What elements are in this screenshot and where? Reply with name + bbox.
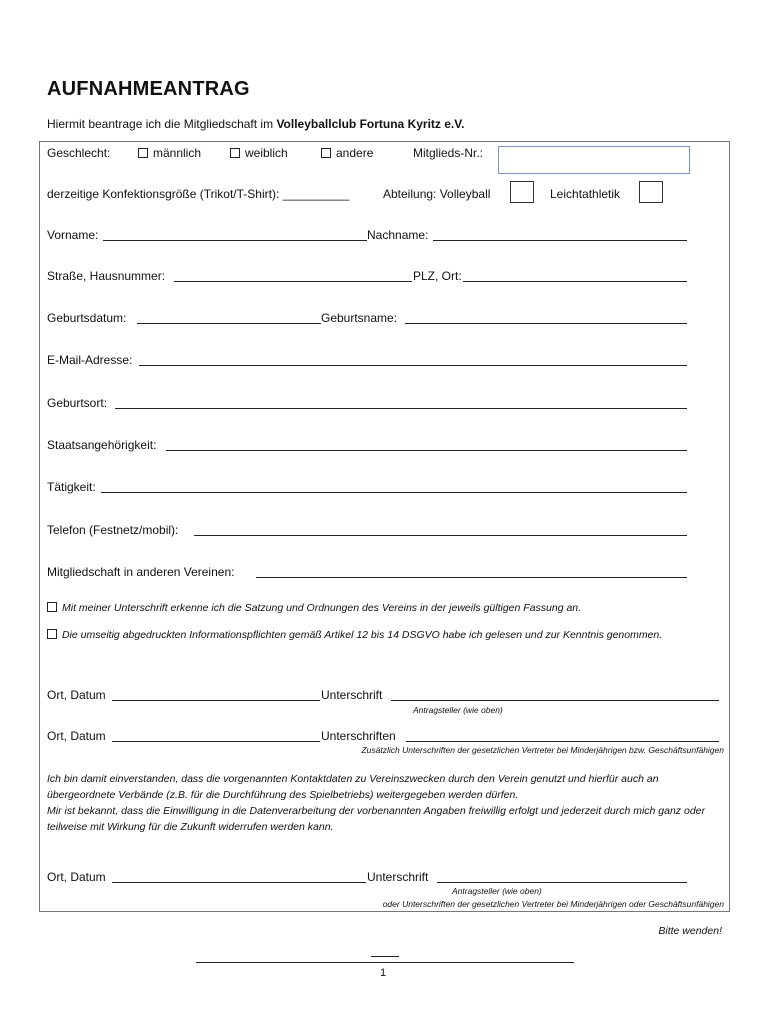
checkbox-other[interactable] [321, 148, 331, 158]
sig3-signature-label: Unterschrift [367, 870, 429, 884]
last-name-line[interactable] [433, 240, 687, 241]
other-clubs-line[interactable] [256, 577, 687, 578]
gender-male-label: männlich [153, 146, 202, 160]
birth-place-label: Geburtsort: [47, 396, 108, 410]
sig1-signature-line[interactable] [391, 700, 719, 701]
athletics-label: Leichtathletik [550, 187, 621, 201]
zip-city-line[interactable] [463, 281, 687, 282]
intro-text [47, 117, 464, 131]
gender-female-label: weiblich [245, 146, 288, 160]
checkbox-female[interactable] [230, 148, 240, 158]
size-label: derzeitige Konfektionsgröße (Trikot/T-Shirt): __________ [47, 187, 350, 201]
athletics-checkbox[interactable] [639, 181, 663, 203]
consent-gdpr-text: Die umseitig abgedruckten Informationspflichten gemäß Artikel 12 bis 14 DSGVO habe ich gelesen und zur Kenntnis genommen. [62, 629, 663, 641]
gender-other-option[interactable] [321, 146, 373, 160]
birth-date-line[interactable] [137, 323, 321, 324]
consent-gdpr[interactable] [47, 628, 687, 642]
birth-name-label: Geburtsname: [321, 311, 398, 325]
sig1-place-date-line[interactable] [112, 700, 320, 701]
last-name-label: Nachname: [367, 228, 429, 242]
birth-name-line[interactable] [405, 323, 687, 324]
sig1-place-date-label: Ort, Datum [47, 688, 106, 702]
member-no-label: Mitglieds-Nr.: [413, 146, 484, 160]
phone-label: Telefon (Festnetz/mobil): [47, 523, 179, 537]
page-number: 1 [380, 967, 387, 979]
sig3-signature-line[interactable] [437, 882, 687, 883]
nationality-line[interactable] [166, 450, 687, 451]
turn-over-note: Bitte wenden! [658, 925, 722, 937]
sig3-note1: Antragsteller (wie oben) [452, 886, 542, 896]
gender-male-option[interactable] [138, 146, 201, 160]
sig2-place-date-label: Ort, Datum [47, 729, 106, 743]
street-line[interactable] [174, 281, 412, 282]
consent-statutes[interactable] [47, 602, 717, 614]
intro-prefix: Hiermit beantrage ich die Mitgliedschaft im [47, 117, 277, 131]
member-no-field[interactable] [498, 146, 690, 174]
email-line[interactable] [139, 365, 687, 366]
birth-place-line[interactable] [115, 408, 687, 409]
club-name: Volleyballclub Fortuna Kyritz e.V. [276, 117, 465, 131]
footer-short-rule [371, 956, 399, 957]
sig2-place-date-line[interactable] [112, 741, 320, 742]
footer-rule [196, 962, 574, 963]
sig1-signature-label: Unterschrift [321, 688, 383, 702]
first-name-line[interactable] [103, 240, 367, 241]
page-title: AUFNAHMEANTRAG [47, 78, 250, 100]
sig3-note2: oder Unterschriften der gesetzlichen Vertreter bei Minderjährigen oder Geschäftsunfähigen [382, 899, 724, 909]
gender-other-label: andere [336, 146, 374, 160]
birth-date-label: Geburtsdatum: [47, 311, 127, 325]
sig2-note: Zusätzlich Unterschriften der gesetzlichen Vertreter bei Minderjährigen bzw. Geschäftsunfähigen [361, 745, 724, 755]
nationality-label: Staatsangehörigkeit: [47, 438, 157, 452]
checkbox-statutes[interactable] [47, 602, 57, 612]
zip-city-label: PLZ, Ort: [413, 269, 462, 283]
sig3-place-date-line[interactable] [112, 882, 366, 883]
occupation-line[interactable] [101, 492, 687, 493]
revocation-notice: Mir ist bekannt, dass die Einwilligung in die Datenverarbeitung der vorbenannten Angaben freiwillig erfolgt und jederzeit durch mich ganz oder teilweise mit Wirkung für die Zukunft widerrufen werden kann. [47, 805, 705, 833]
other-clubs-label: Mitgliedschaft in anderen Vereinen: [47, 565, 235, 579]
email-label: E-Mail-Adresse: [47, 353, 133, 367]
gender-female-option[interactable] [230, 146, 288, 160]
phone-line[interactable] [194, 535, 687, 536]
contact-data-consent: Ich bin damit einverstanden, dass die vorgenannten Kontaktdaten zu Vereinszwecken durch den Verein genutzt und hierfür auch an übergeordnete Verbände (z.B. für die Durchführung des Spielbetriebs) weitergegeben werden dürfen. [47, 773, 659, 801]
volleyball-checkbox[interactable] [510, 181, 534, 203]
sig1-note: Antragsteller (wie oben) [413, 705, 503, 715]
sig3-place-date-label: Ort, Datum [47, 870, 106, 884]
sig2-signature-label: Unterschriften [321, 729, 396, 743]
street-label: Straße, Hausnummer: [47, 269, 166, 283]
gender-label: Geschlecht: [47, 146, 111, 160]
checkbox-male[interactable] [138, 148, 148, 158]
consent-statutes-text: Mit meiner Unterschrift erkenne ich die Satzung und Ordnungen des Vereins in der jeweils gültigen Fassung an. [62, 602, 582, 614]
department-label: Abteilung: Volleyball [383, 187, 491, 201]
checkbox-gdpr[interactable] [47, 629, 57, 639]
occupation-label: Tätigkeit: [47, 480, 96, 494]
sig2-signature-line[interactable] [406, 741, 719, 742]
first-name-label: Vorname: [47, 228, 99, 242]
